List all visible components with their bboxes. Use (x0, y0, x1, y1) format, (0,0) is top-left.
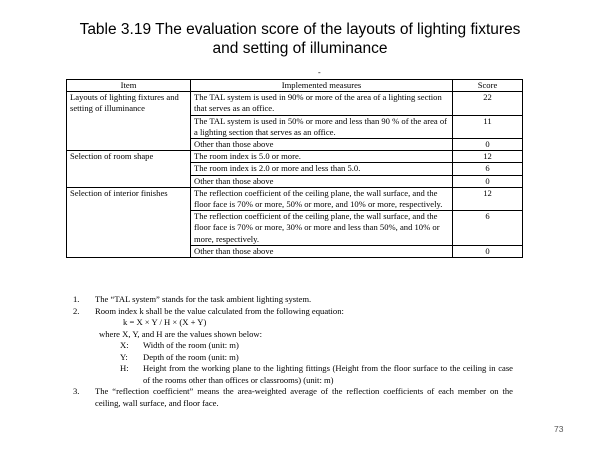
measure-cell: Other than those above (191, 245, 453, 257)
measure-cell: The reflection coefficient of the ceiling plane, the wall surface, and the floor face is 70% or more, 50% or more, and 10% or more, respectively. (191, 187, 453, 210)
item-cell: Layouts of lighting fixtures and setting of illuminance (67, 92, 191, 151)
variable-description: Height from the working plane to the lighting fittings (Height from the floor surface to the ceiling in case of the rooms other than offices or classrooms) (unit: m) (143, 363, 513, 385)
note-1 (73, 294, 513, 306)
variable-h (73, 363, 513, 386)
variable-x (73, 340, 513, 352)
measure-cell: The TAL system is used in 90% or more of the area of a lighting section that serves as an office. (191, 92, 453, 115)
item-cell: Selection of interior finishes (67, 187, 191, 257)
variable-y (73, 352, 513, 364)
formula-where-clause: where X, Y, and H are the values shown below: (99, 328, 262, 339)
score-cell: 12 (453, 151, 523, 163)
title-line-2: and setting of illuminance (212, 40, 388, 57)
room-index-formula: k = X × Y / H × (X + Y) (123, 317, 207, 327)
score-cell: 6 (453, 211, 523, 246)
score-cell: 11 (453, 115, 523, 138)
variable-symbol: Y: (120, 351, 128, 362)
title-line-1: Table 3.19 The evaluation score of the layouts of lighting fixtures (79, 21, 521, 38)
dash-mark: - (318, 68, 321, 77)
score-cell: 12 (453, 187, 523, 210)
table-row (67, 92, 523, 115)
score-cell: 0 (453, 175, 523, 187)
score-cell: 22 (453, 92, 523, 115)
table-title (0, 20, 600, 58)
measure-cell: Other than those above (191, 175, 453, 187)
note-text: Room index k shall be the value calculated from the following equation: (95, 305, 344, 316)
note-number: 2. (73, 305, 80, 316)
note-3 (73, 386, 513, 409)
table-row (67, 187, 523, 210)
measure-cell: Other than those above (191, 139, 453, 151)
score-cell: 0 (453, 139, 523, 151)
note-text: The “reflection coefficient” means the area-weighted average of the reflection coefficients of each member on the ceiling, wall surface, and floor face. (95, 386, 513, 408)
note-number: 3. (73, 386, 80, 396)
header-item: Item (67, 80, 191, 92)
table-header-row (67, 80, 523, 92)
measure-cell: The reflection coefficient of the ceiling plane, the wall surface, and the floor face is 70% or more, 30% or more and less than 50%, and 10% or more, respectively. (191, 211, 453, 246)
variable-symbol: H: (120, 363, 129, 373)
score-cell: 6 (453, 163, 523, 175)
note-2 (73, 306, 513, 318)
header-measures: Implemented measures (191, 80, 453, 92)
variable-description: Depth of the room (unit: m) (143, 351, 239, 362)
measure-cell: The TAL system is used in 50% or more and less than 90 % of the area of a lighting section that serves as an office. (191, 115, 453, 138)
measure-cell: The room index is 5.0 or more. (191, 151, 453, 163)
evaluation-table (66, 79, 523, 258)
measure-cell: The room index is 2.0 or more and less than 5.0. (191, 163, 453, 175)
page-number: 73 (554, 424, 564, 434)
table-row (67, 151, 523, 163)
note-number: 1. (73, 294, 80, 304)
variable-symbol: X: (120, 340, 129, 350)
table-notes (73, 294, 513, 409)
note-text: The “TAL system” stands for the task ambient lighting system. (95, 294, 312, 304)
header-score: Score (453, 80, 523, 92)
variable-description: Width of the room (unit: m) (143, 340, 239, 350)
item-cell: Selection of room shape (67, 151, 191, 188)
score-cell: 0 (453, 245, 523, 257)
